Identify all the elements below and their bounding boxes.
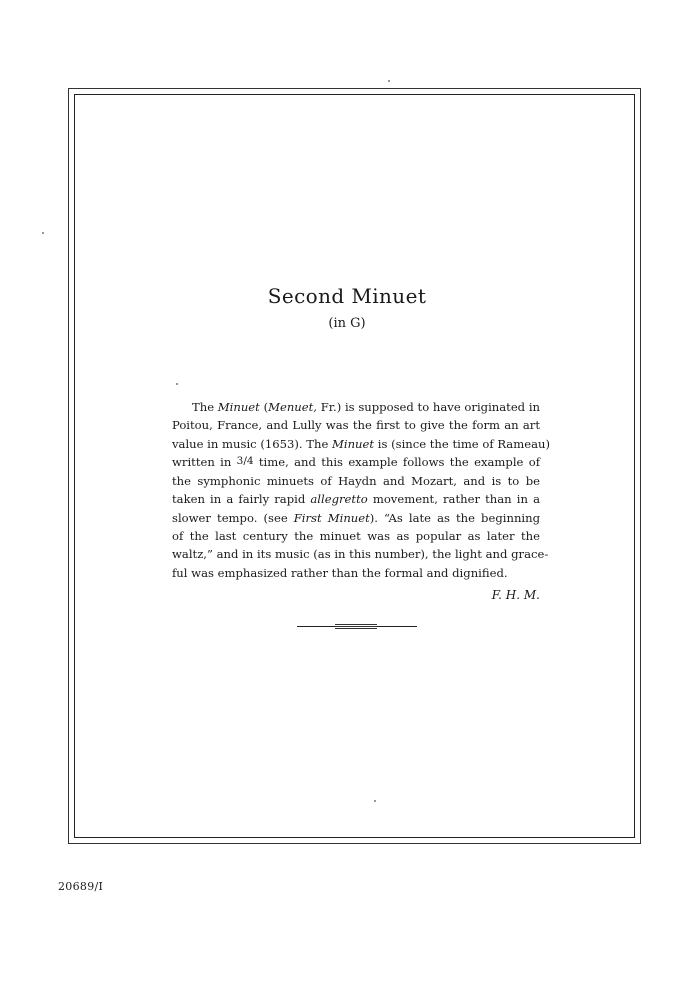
paragraph-line: waltz,” and in its music (as in this number), the light and grace-: [172, 547, 549, 562]
paragraph-line: written in 3/4 time, and this example follows the example of: [172, 454, 540, 469]
paragraph-line: of the last century the minuet was as popular as later the: [172, 529, 540, 544]
description-paragraph: [172, 398, 550, 582]
paragraph-line: Poitou, France, and Lully was the first to give the form an art: [172, 418, 540, 433]
paragraph-line: taken in a fairly rapid allegretto movement, rather than in a: [172, 492, 540, 507]
page-subtitle: (in G): [328, 316, 366, 331]
paper-speck: [374, 800, 376, 802]
paper-speck: [176, 383, 178, 385]
catalog-number: 20689/I: [58, 880, 104, 893]
paper-speck: [388, 80, 390, 82]
paragraph-line: ful was emphasized rather than the formal and dignified.: [172, 565, 508, 580]
paragraph-line: The Minuet (Menuet, Fr.) is supposed to have originated in: [192, 400, 541, 414]
paragraph-line: the symphonic minuets of Haydn and Mozart, and is to be: [172, 474, 540, 489]
paragraph-line: value in music (1653). The Minuet is (since the time of Rameau): [172, 436, 550, 451]
author-initials: F. H. M.: [491, 588, 540, 602]
decorative-rule: [297, 624, 417, 629]
paper-speck: [42, 232, 44, 234]
page-title: Second Minuet: [267, 284, 427, 308]
paragraph-line: slower tempo. (see First Minuet). “As late as the beginning: [172, 510, 541, 525]
